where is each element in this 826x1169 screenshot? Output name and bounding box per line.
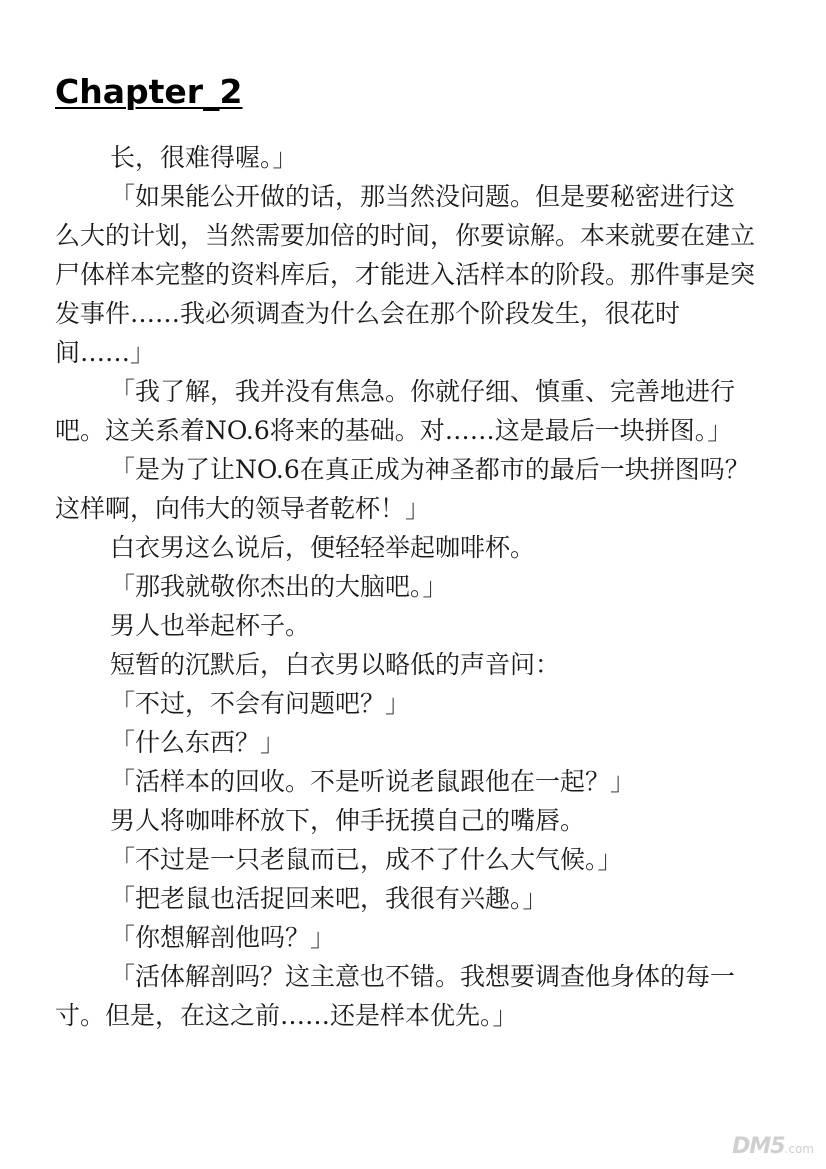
paragraph: 「什么东西？」 [110, 728, 286, 757]
paragraph: 「不过是一只老鼠而已，成不了什么大气候。」 [110, 845, 623, 874]
paragraph: 「你想解剖他吗？」 [110, 923, 336, 952]
paragraph: 「我了解，我并没有焦急。你就仔细、慎重、完善地进行吧。这关系着NO.6将来的基础。对……这是最后一块拼图。」 [55, 377, 736, 445]
paragraph: 白衣男这么说后，便轻轻举起咖啡杯。 [110, 533, 536, 562]
chapter-body [55, 138, 755, 1035]
paragraph: 「那我就敬你杰出的大脑吧。」 [110, 572, 448, 601]
chapter-title: Chapter_2 [55, 72, 243, 111]
paragraph: 「活样本的回收。不是听说老鼠跟他在一起？」 [110, 767, 636, 796]
paragraph: 男人将咖啡杯放下，伸手抚摸自己的嘴唇。 [110, 806, 586, 835]
watermark-text: DM5 [732, 1134, 785, 1159]
paragraph: 「是为了让NO.6在真正成为神圣都市的最后一块拼图吗？这样啊，向伟大的领导者乾杯！」 [55, 455, 750, 523]
paragraph: 「活体解剖吗？这主意也不错。我想要调查他身体的每一寸。但是，在这之前……还是样本优先。」 [55, 962, 736, 1030]
paragraph: 长，很难得喔。」 [110, 143, 298, 172]
paragraph: 「如果能公开做的话，那当然没问题。但是要秘密进行这么大的计划，当然需要加倍的时间，你要谅解。本来就要在建立尸体样本完整的资料库后，才能进入活样本的阶段。那件事是突发事件……我必须调查为什么会在那个阶段发生，很花时间……」 [55, 182, 756, 367]
paragraph: 男人也举起杯子。 [110, 611, 311, 640]
paragraph: 「把老鼠也活捉回来吧，我很有兴趣。」 [110, 884, 548, 913]
paragraph: 短暂的沉默后，白衣男以略低的声音问： [110, 650, 561, 679]
paragraph: 「不过，不会有问题吧？」 [110, 689, 411, 718]
watermark-suffix: .com [784, 1142, 814, 1156]
watermark-logo [732, 1134, 814, 1159]
